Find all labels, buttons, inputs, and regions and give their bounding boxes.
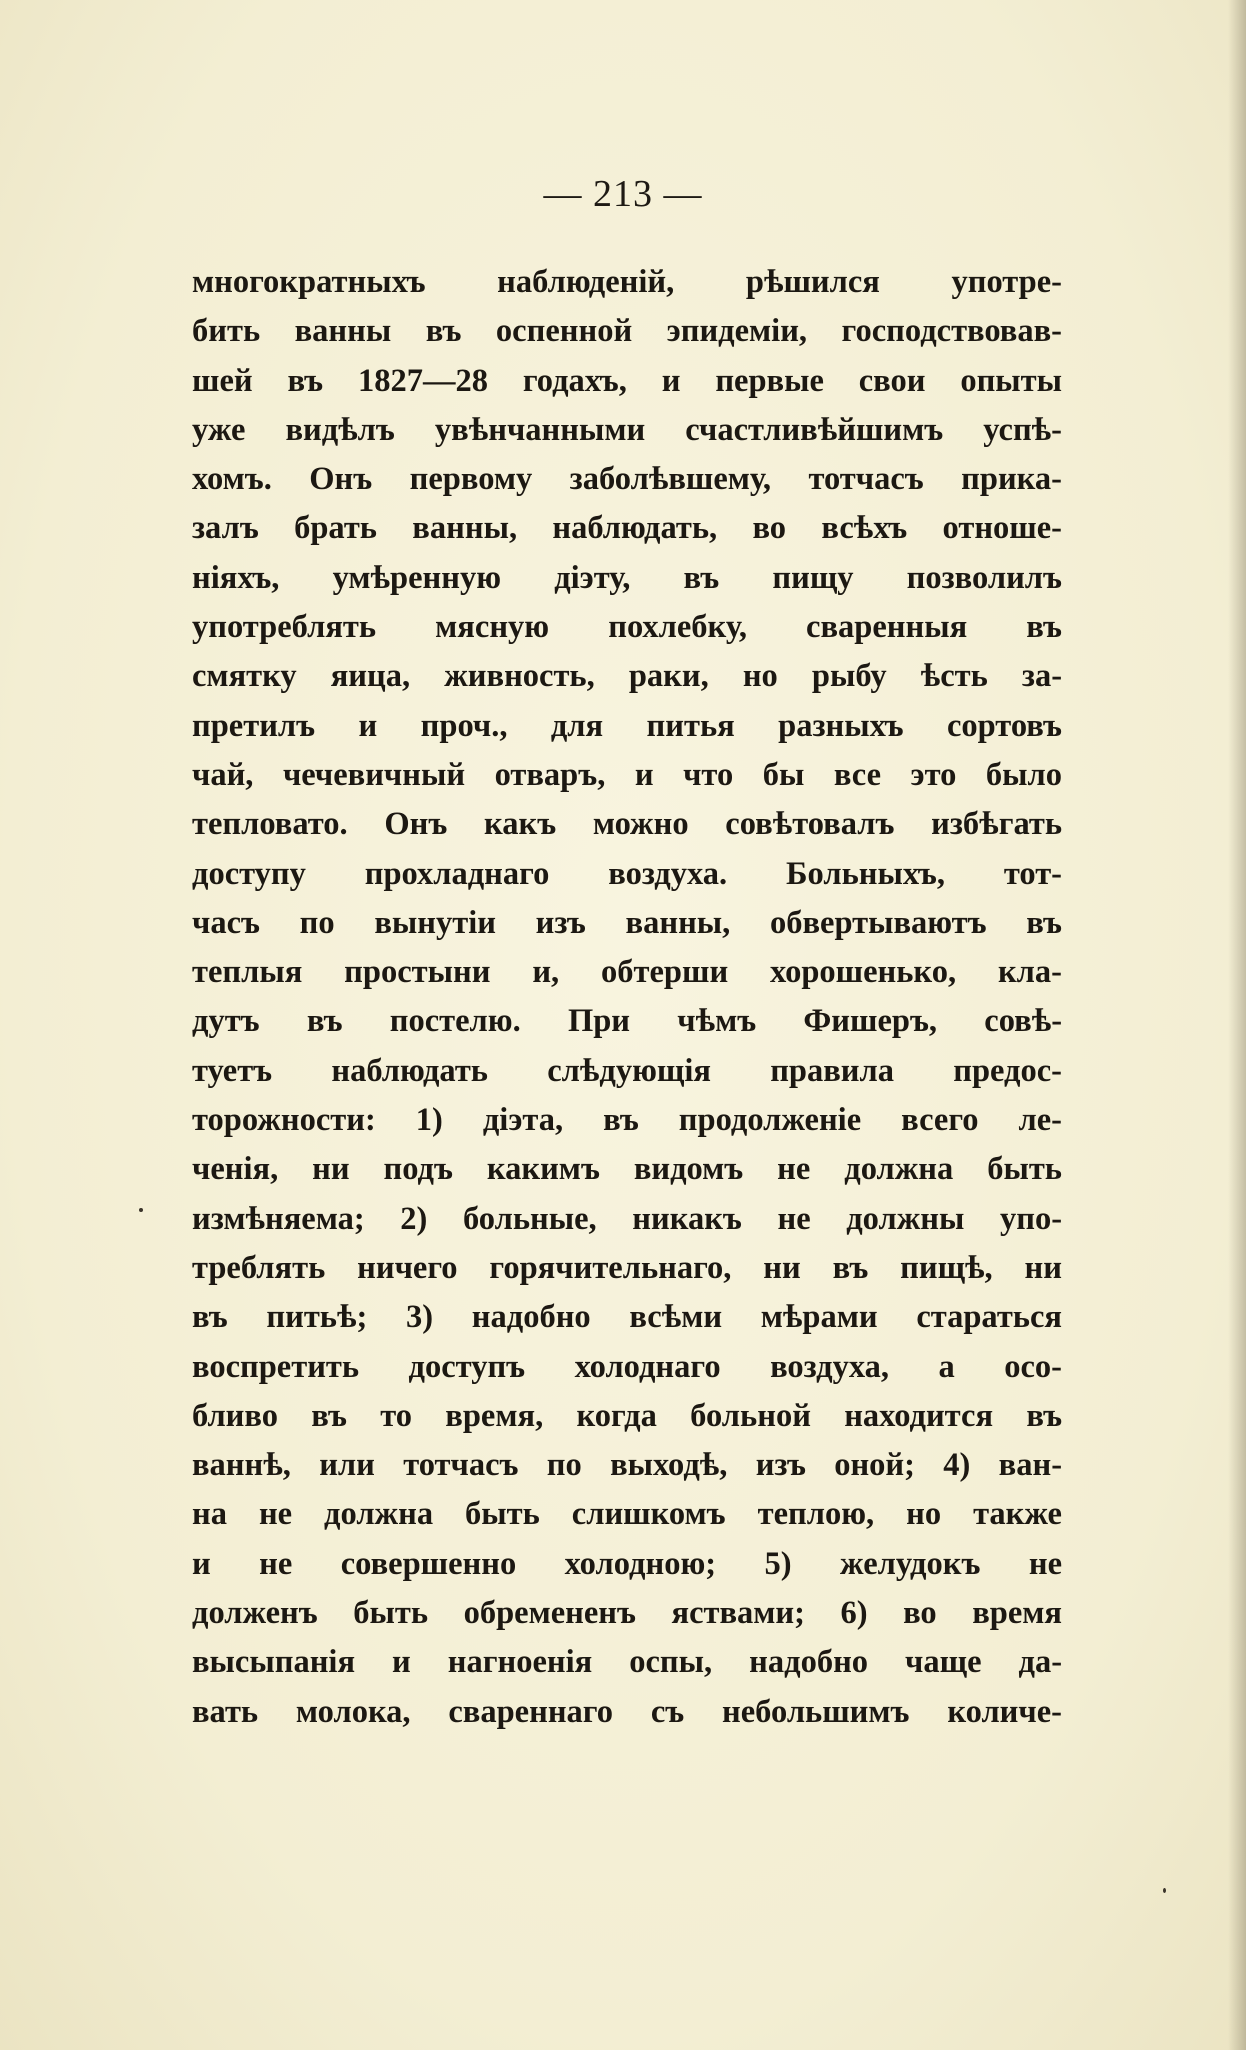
text-line: претилъ и проч., для питья разныхъ сортовъ — [192, 707, 1062, 744]
text-line: воспретить доступъ холоднаго воздуха, а осо- — [192, 1348, 1063, 1385]
body-text — [192, 258, 1062, 1737]
text-line: уже видѣлъ увѣнчанными счастливѣйшимъ успѣ- — [192, 411, 1062, 448]
text-line: ніяхъ, умѣренную діэту, въ пищу позволилъ — [192, 559, 1062, 596]
text-line: долженъ быть обремененъ яствами; 6) во время — [192, 1595, 1062, 1632]
text-line: дутъ въ постелю. При чѣмъ Фишеръ, совѣ- — [192, 1003, 1063, 1040]
text-line: вать молока, свареннаго съ небольшимъ количе- — [192, 1693, 1062, 1730]
text-line: шей въ 1827—28 годахъ, и первые свои опыты — [192, 362, 1063, 399]
text-line: употреблять мясную похлебку, сваренныя въ — [192, 609, 1062, 646]
text-line: торожности: 1) діэта, въ продолженіе всего ле- — [192, 1102, 1062, 1139]
text-line: туетъ наблюдать слѣдующія правила предос- — [192, 1052, 1062, 1089]
ink-speck — [1163, 1888, 1166, 1893]
text-line: и не совершенно холодною; 5) желудокъ не — [192, 1545, 1063, 1582]
text-line: доступу прохладнаго воздуха. Больныхъ, тот- — [192, 855, 1063, 892]
text-line: бливо въ то время, когда больной находится въ — [192, 1397, 1063, 1434]
page-number: — 213 — — [543, 173, 703, 215]
text-line: ваннѣ, или тотчасъ по выходѣ, изъ оной; 4) ван- — [192, 1447, 1063, 1484]
text-line: измѣняема; 2) больные, никакъ не должны упо- — [192, 1200, 1063, 1237]
text-line: многократныхъ наблюденій, рѣшился употре- — [192, 264, 1062, 300]
text-line: высыпанія и нагноенія оспы, надобно чаще да- — [192, 1644, 1063, 1681]
text-line: залъ брать ванны, наблюдать, во всѣхъ отноше- — [192, 510, 1062, 547]
text-line: смятку яица, живность, раки, но рыбу ѣсть за- — [192, 658, 1063, 695]
ink-speck — [139, 1208, 143, 1212]
text-line: теплыя простыни и, обтерши хорошенько, кла- — [192, 954, 1062, 991]
text-line: часъ по вынутіи изъ ванны, обвертываютъ въ — [192, 904, 1062, 941]
page-edge-shadow — [1228, 0, 1246, 2050]
text-line: тепловато. Онъ какъ можно совѣтовалъ избѣгать — [192, 806, 1063, 843]
text-line: ченія, ни подъ какимъ видомъ не должна быть — [192, 1151, 1062, 1188]
text-line: бить ванны въ оспенной эпидеміи, господствовав- — [192, 313, 1062, 350]
text-line: чай, чечевичный отваръ, и что бы все это было — [192, 756, 1063, 793]
text-line: хомъ. Онъ первому заболѣвшему, тотчасъ прика- — [192, 461, 1062, 498]
text-line: треблять ничего горячительнаго, ни въ пищѣ, ни — [192, 1249, 1062, 1286]
text-line: въ питьѣ; 3) надобно всѣми мѣрами стараться — [192, 1299, 1062, 1336]
text-line: на не должна быть слишкомъ теплою, но также — [192, 1496, 1062, 1533]
